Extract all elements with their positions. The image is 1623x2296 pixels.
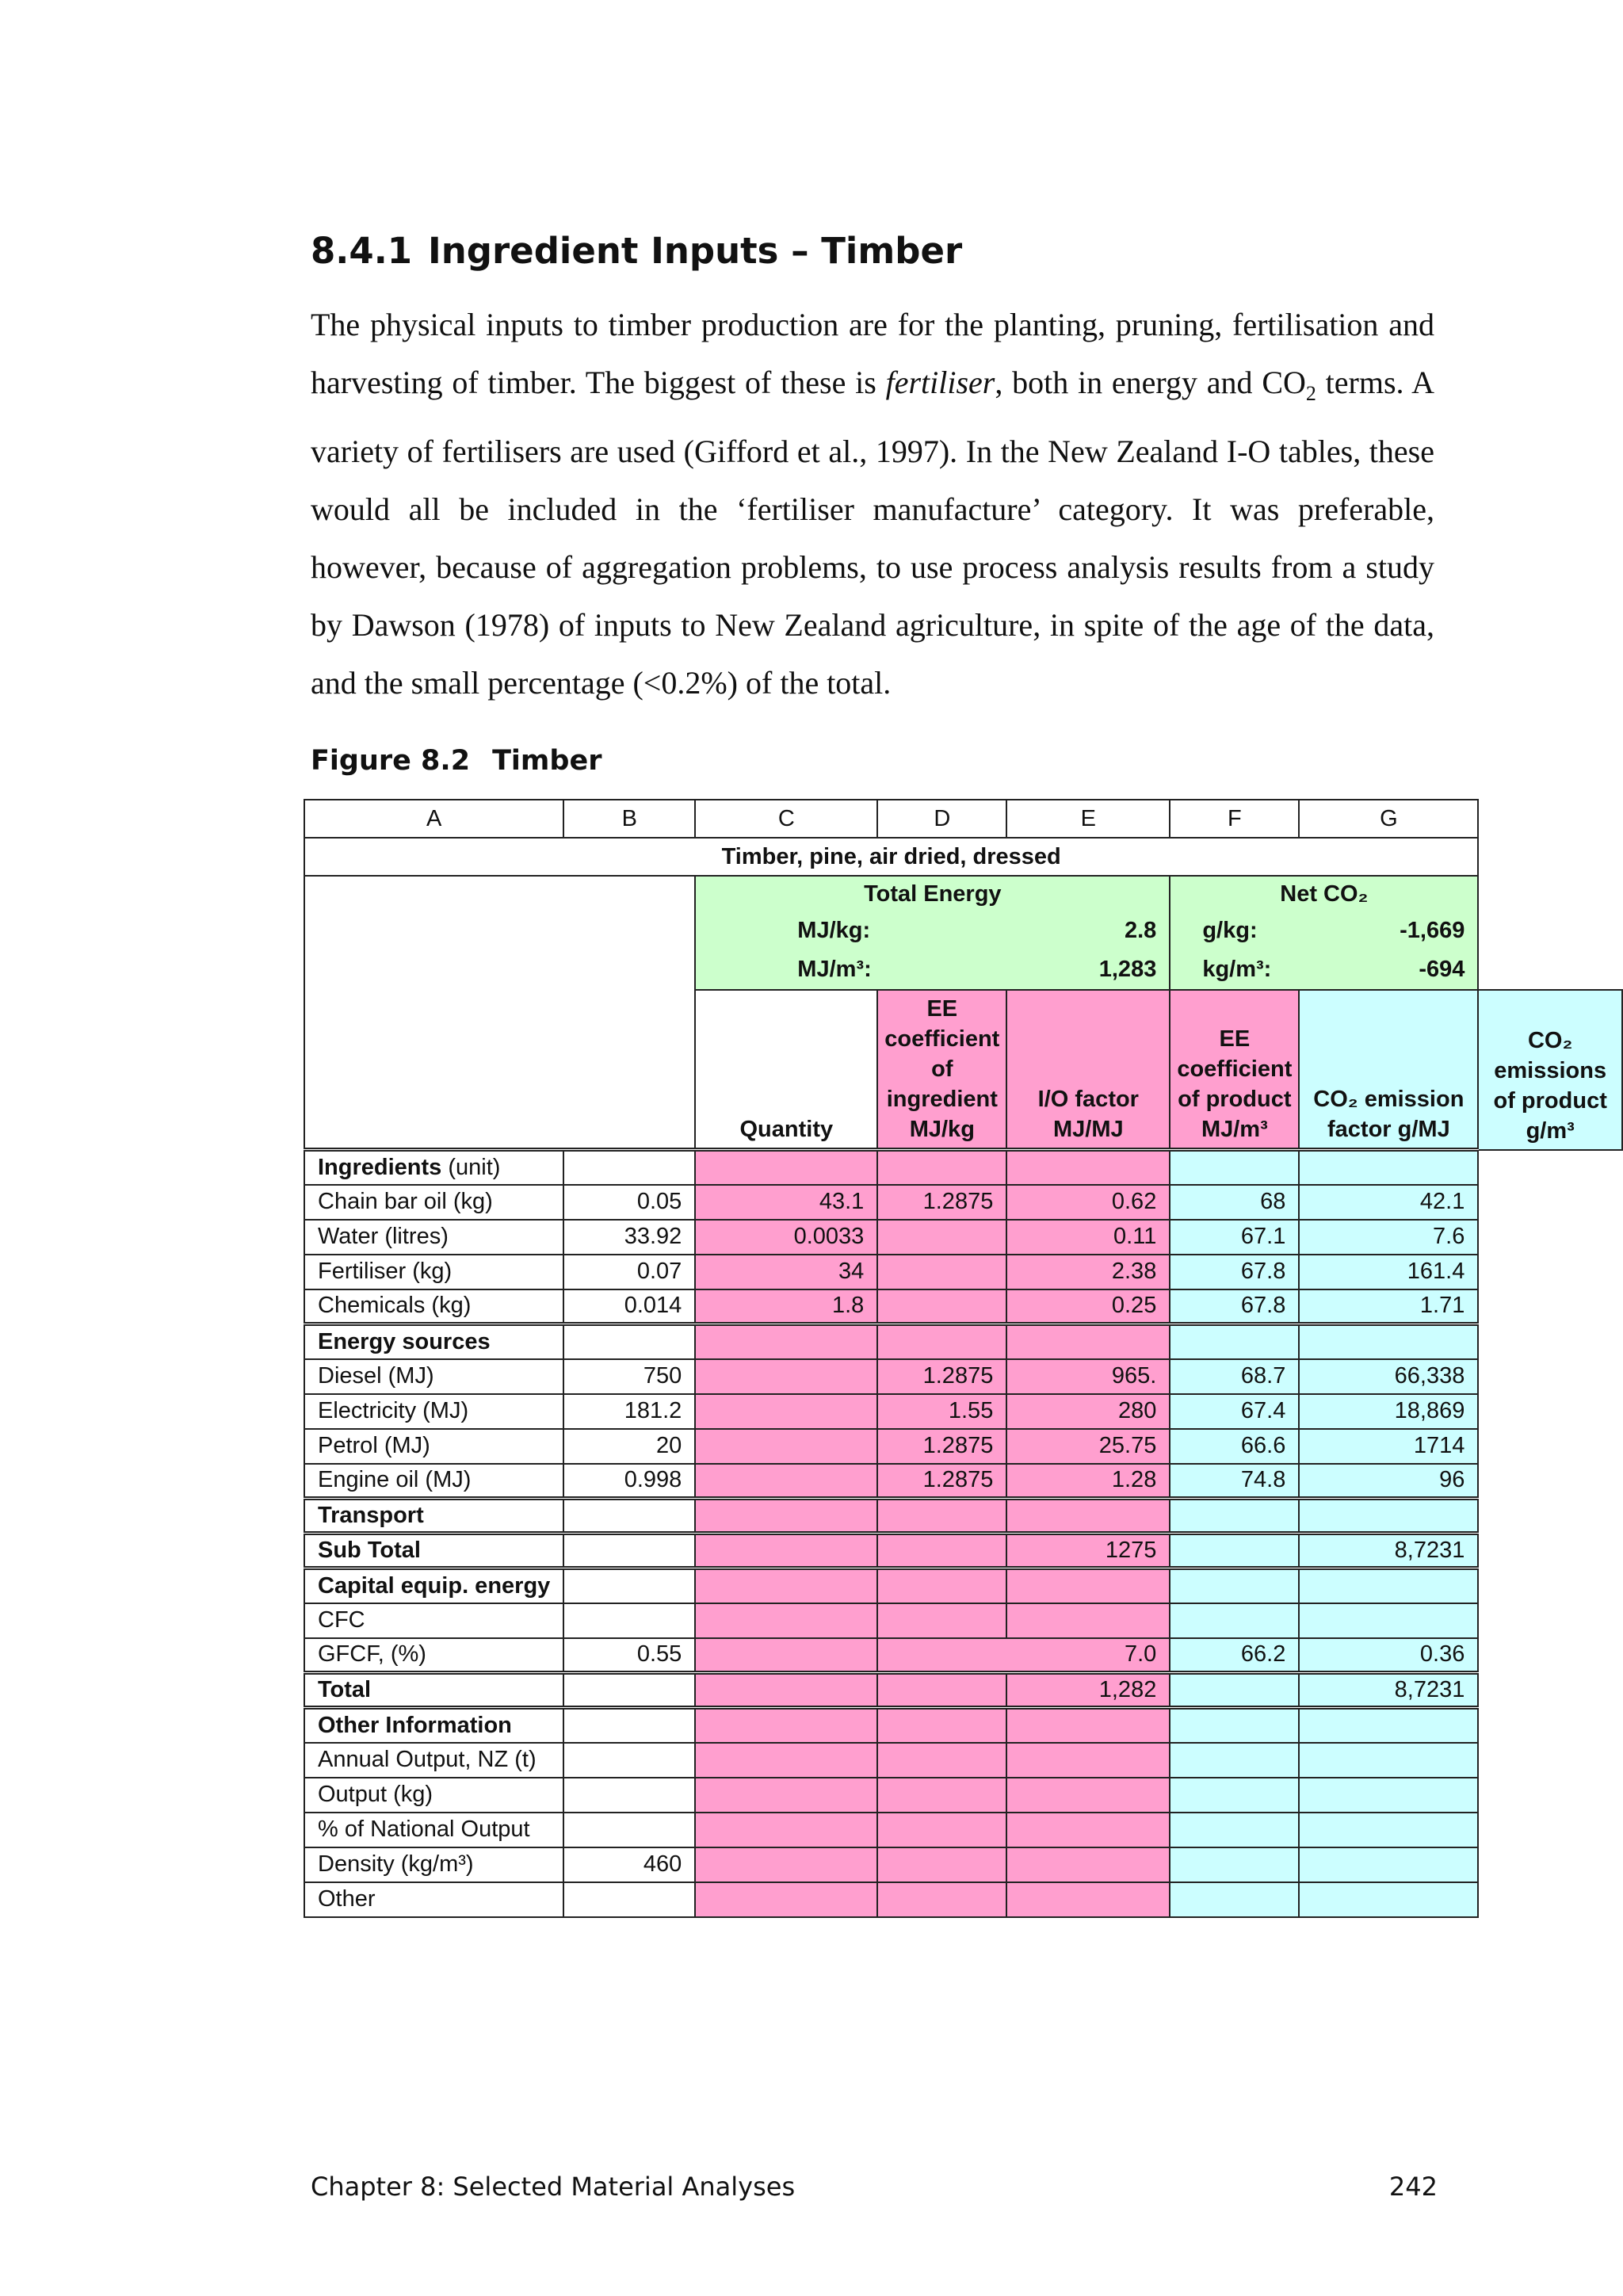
empty-cell [695, 1603, 877, 1638]
quantity-cell [563, 1743, 695, 1778]
section-heading [311, 230, 962, 272]
ee-product-cell: 0.62 [1006, 1185, 1170, 1220]
empty-cell [695, 1673, 877, 1708]
row-label: Fertiliser (kg) [304, 1255, 563, 1289]
empty-cell [695, 1708, 877, 1743]
quantity-header: Quantity [695, 990, 877, 1150]
empty-cell [1006, 1499, 1170, 1534]
quantity-cell: 0.014 [563, 1289, 695, 1324]
co2-factor-cell: 67.1 [1170, 1220, 1299, 1255]
quantity-cell: 0.55 [563, 1638, 695, 1673]
row-label: Electricity (MJ) [304, 1394, 563, 1429]
quantity-cell: 750 [563, 1359, 695, 1394]
section-label [304, 1708, 563, 1743]
row-label: % of National Output [304, 1813, 563, 1847]
table-row [304, 1255, 1622, 1289]
total-row [304, 1673, 1622, 1708]
empty-cell [695, 1534, 877, 1568]
io-factor-cell: 1.55 [877, 1394, 1006, 1429]
col-letter: C [695, 800, 877, 838]
mjm3-value: 1,283 [1098, 957, 1157, 982]
empty-cell [1006, 1743, 1170, 1778]
section-number: 8.4.1 [311, 230, 413, 272]
empty-cell [695, 1882, 877, 1917]
row-label: Other [304, 1882, 563, 1917]
col-letter: E [1006, 800, 1170, 838]
co2-factor-cell: 66.2 [1170, 1638, 1299, 1673]
table-row [304, 1289, 1622, 1324]
paragraph-emphasis: fertiliser [885, 365, 995, 400]
empty-cell [877, 1708, 1006, 1743]
empty-cell [1006, 1324, 1170, 1359]
total-energy-mjm3 [695, 950, 1170, 990]
io-factor-header: I/O factor MJ/MJ [1006, 990, 1170, 1150]
other-info-row [304, 1882, 1622, 1917]
subtotal-label: Sub Total [304, 1534, 563, 1568]
quantity-cell: 33.92 [563, 1220, 695, 1255]
ee-product-header: EE coefficient of product MJ/m³ [1170, 990, 1299, 1150]
table-row [304, 1464, 1622, 1499]
net-co2-kgm3 [1170, 950, 1478, 990]
empty-cell [695, 1150, 877, 1185]
other-info-row [304, 1847, 1622, 1882]
table-row [304, 1394, 1622, 1429]
blank-header-cell [304, 876, 695, 1150]
co2-factor-cell: 67.8 [1170, 1255, 1299, 1289]
section-label [304, 1150, 563, 1185]
row-label: GFCF, (%) [304, 1638, 563, 1673]
co2-product-cell: 1.71 [1299, 1289, 1478, 1324]
empty-cell [1299, 1743, 1478, 1778]
cfc-row [304, 1603, 1622, 1638]
empty-cell [1170, 1673, 1299, 1708]
qty-cell [563, 1568, 695, 1603]
col-letter: A [304, 800, 563, 838]
row-label: CFC [304, 1603, 563, 1638]
quantity-cell [563, 1882, 695, 1917]
empty-cell [877, 1882, 1006, 1917]
empty-cell [1006, 1813, 1170, 1847]
io-factor-cell: 1.2875 [877, 1464, 1006, 1499]
empty-cell [695, 1638, 877, 1673]
co2-product-cell: 7.6 [1299, 1220, 1478, 1255]
empty-cell [695, 1743, 877, 1778]
quantity-cell: 0.07 [563, 1255, 695, 1289]
col-letter: G [1299, 800, 1478, 838]
qty-cell [563, 1324, 695, 1359]
ee-ingredient-cell: 0.0033 [695, 1220, 877, 1255]
row-label: Water (litres) [304, 1220, 563, 1255]
empty-cell [1006, 1708, 1170, 1743]
empty-cell [1006, 1568, 1170, 1603]
section-header-row [304, 1568, 1622, 1603]
page-number: 242 [1388, 2172, 1438, 2202]
empty-cell [1006, 1150, 1170, 1185]
empty-cell [1006, 1603, 1170, 1638]
empty-cell [1299, 1778, 1478, 1813]
empty-cell [1170, 1499, 1299, 1534]
io-factor-cell: 1.2875 [877, 1429, 1006, 1464]
ee-product-cell: 7.0 [877, 1638, 1170, 1673]
gkg-value: -1,669 [1400, 917, 1465, 943]
ee-ingredient-header: EE coefficient of ingredient MJ/kg [877, 990, 1006, 1150]
timber-table [304, 799, 1623, 1918]
table-row [304, 1220, 1622, 1255]
col-letter: B [563, 800, 695, 838]
table-row [304, 1359, 1622, 1394]
other-info-row [304, 1743, 1622, 1778]
ee-ingredient-cell: 34 [695, 1255, 877, 1289]
empty-cell [1170, 1603, 1299, 1638]
empty-cell [877, 1499, 1006, 1534]
quantity-cell [563, 1813, 695, 1847]
co2-factor-cell: 68 [1170, 1185, 1299, 1220]
qty-cell [563, 1708, 695, 1743]
co2-factor-cell: 68.7 [1170, 1359, 1299, 1394]
ee-product-cell: 0.25 [1006, 1289, 1170, 1324]
empty-cell [1170, 1847, 1299, 1882]
paragraph-text-3: terms. A variety of fertilisers are used (Gifford et al., 1997). In the New Zealand I-O tables, these would all be included in the ‘fertiliser manufacture’ category. It was preferable, however, because of aggregation problems, to use process analysis results from a study by Dawson (1978) of inputs to New Zealand agriculture, in spite of the age of the data, and the small percentage (<0.2%) of the total. [311, 365, 1435, 701]
empty-cell [1170, 1882, 1299, 1917]
row-label: Chain bar oil (kg) [304, 1185, 563, 1220]
empty-cell [1299, 1708, 1478, 1743]
empty-cell [877, 1324, 1006, 1359]
row-label: Chemicals (kg) [304, 1289, 563, 1324]
paragraph-text-2: , both in energy and CO [995, 365, 1306, 400]
ee-ingredient-cell [695, 1359, 877, 1394]
empty-cell [695, 1813, 877, 1847]
gfcf-row [304, 1638, 1622, 1673]
empty-cell [877, 1743, 1006, 1778]
co2-product-cell: 1714 [1299, 1429, 1478, 1464]
subtotal-row [304, 1534, 1622, 1568]
ee-ingredient-cell: 43.1 [695, 1185, 877, 1220]
empty-cell [695, 1568, 877, 1603]
empty-cell [1299, 1813, 1478, 1847]
qty-cell [563, 1673, 695, 1708]
row-label: Diesel (MJ) [304, 1359, 563, 1394]
empty-cell [1170, 1708, 1299, 1743]
figure-caption [311, 745, 601, 777]
row-label: Annual Output, NZ (t) [304, 1743, 563, 1778]
empty-cell [877, 1603, 1006, 1638]
section-label-text: Transport [318, 1503, 424, 1528]
section-title: Ingredient Inputs – Timber [428, 230, 963, 272]
qty-cell [563, 1534, 695, 1568]
mjkg-label: MJ/kg: [797, 917, 871, 943]
section-label-suffix: (unit) [441, 1154, 501, 1180]
empty-cell [695, 1778, 877, 1813]
co2-product-cell: 96 [1299, 1464, 1478, 1499]
section-label-text: Ingredients [318, 1154, 442, 1180]
section-label-text: Energy sources [318, 1328, 491, 1354]
empty-cell [1006, 1882, 1170, 1917]
section-header-row [304, 1708, 1622, 1743]
ee-ingredient-cell: 1.8 [695, 1289, 877, 1324]
quantity-cell: 181.2 [563, 1394, 695, 1429]
empty-cell [877, 1847, 1006, 1882]
co2-product-cell: 161.4 [1299, 1255, 1478, 1289]
co2-product-cell: 18,869 [1299, 1394, 1478, 1429]
empty-cell [695, 1499, 877, 1534]
empty-cell [695, 1847, 877, 1882]
empty-cell [1170, 1778, 1299, 1813]
empty-cell [877, 1673, 1006, 1708]
subtotal-ee-product: 1275 [1006, 1534, 1170, 1568]
co2-factor-header: CO₂ emission factor g/MJ [1299, 990, 1478, 1150]
qty-cell [563, 1603, 695, 1638]
section-label [304, 1499, 563, 1534]
ee-ingredient-cell [695, 1394, 877, 1429]
empty-cell [877, 1778, 1006, 1813]
io-factor-cell [877, 1289, 1006, 1324]
quantity-cell [563, 1778, 695, 1813]
empty-cell [1170, 1568, 1299, 1603]
col-letter: F [1170, 800, 1299, 838]
paragraph-subscript: 2 [1305, 382, 1316, 405]
gkg-label: g/kg: [1202, 917, 1258, 943]
ee-ingredient-cell [695, 1464, 877, 1499]
co2-factor-cell: 67.8 [1170, 1289, 1299, 1324]
ee-product-cell: 965. [1006, 1359, 1170, 1394]
co2-product-cell: 66,338 [1299, 1359, 1478, 1394]
other-info-row [304, 1778, 1622, 1813]
total-energy-title: Total Energy [695, 876, 1170, 911]
co2-factor-cell: 74.8 [1170, 1464, 1299, 1499]
io-factor-cell [877, 1220, 1006, 1255]
ee-product-cell: 1.28 [1006, 1464, 1170, 1499]
column-letter-row [304, 800, 1622, 838]
mjkg-value: 2.8 [1125, 917, 1157, 943]
co2-factor-cell: 66.6 [1170, 1429, 1299, 1464]
empty-cell [1299, 1150, 1478, 1185]
other-info-row [304, 1813, 1622, 1847]
empty-cell [1170, 1150, 1299, 1185]
section-label [304, 1324, 563, 1359]
empty-cell [877, 1568, 1006, 1603]
section-label [304, 1568, 563, 1603]
empty-cell [877, 1534, 1006, 1568]
col-letter: D [877, 800, 1006, 838]
net-co2-gkg [1170, 911, 1478, 950]
quantity-cell: 0.998 [563, 1464, 695, 1499]
ee-product-cell: 280 [1006, 1394, 1170, 1429]
empty-cell [1299, 1882, 1478, 1917]
empty-cell [1299, 1499, 1478, 1534]
qty-cell [563, 1150, 695, 1185]
body-paragraph [311, 296, 1434, 712]
empty-cell [877, 1150, 1006, 1185]
net-co2-title: Net CO₂ [1170, 876, 1478, 911]
io-factor-cell: 1.2875 [877, 1185, 1006, 1220]
product-name: Timber, pine, air dried, dressed [304, 838, 1478, 876]
empty-cell [877, 1813, 1006, 1847]
co2-product-header: CO₂ emissions of product g/m³ [1478, 990, 1622, 1150]
section-header-row [304, 1324, 1622, 1359]
section-label-text: Other Information [318, 1712, 512, 1738]
empty-cell [1299, 1568, 1478, 1603]
empty-cell [1299, 1847, 1478, 1882]
kgm3-value: -694 [1419, 957, 1465, 982]
row-label: Density (kg/m³) [304, 1847, 563, 1882]
co2-product-cell: 42.1 [1299, 1185, 1478, 1220]
row-label: Petrol (MJ) [304, 1429, 563, 1464]
footer-chapter: Chapter 8: Selected Material Analyses [311, 2172, 796, 2202]
section-header-row [304, 1150, 1622, 1185]
empty-cell [1299, 1324, 1478, 1359]
summary-title-row [304, 876, 1622, 911]
co2-factor-cell: 67.4 [1170, 1394, 1299, 1429]
mjm3-label: MJ/m³: [797, 957, 872, 982]
ee-product-cell: 25.75 [1006, 1429, 1170, 1464]
ee-ingredient-cell [695, 1429, 877, 1464]
table-row [304, 1185, 1622, 1220]
empty-cell [1170, 1813, 1299, 1847]
total-energy-mjkg [695, 911, 1170, 950]
empty-cell [1299, 1603, 1478, 1638]
paragraph-text-1: The physical inputs to timber production are for the planting, pruning, fertilisation and harvesting of timber. The biggest of these is [311, 307, 1434, 400]
ee-product-cell: 0.11 [1006, 1220, 1170, 1255]
empty-cell [1006, 1778, 1170, 1813]
empty-cell [695, 1324, 877, 1359]
empty-cell [1170, 1324, 1299, 1359]
kgm3-label: kg/m³: [1202, 957, 1272, 982]
table-row [304, 1429, 1622, 1464]
figure-title: Timber [492, 745, 602, 777]
total-label: Total [304, 1673, 563, 1708]
row-label: Output (kg) [304, 1778, 563, 1813]
quantity-cell: 20 [563, 1429, 695, 1464]
section-header-row [304, 1499, 1622, 1534]
qty-cell [563, 1499, 695, 1534]
quantity-cell: 0.05 [563, 1185, 695, 1220]
figure-number: Figure 8.2 [311, 745, 471, 777]
total-ee-product: 1,282 [1006, 1673, 1170, 1708]
empty-cell [1006, 1847, 1170, 1882]
subtotal-co2-product: 8,7231 [1299, 1534, 1478, 1568]
empty-cell [1170, 1534, 1299, 1568]
section-label-text: Capital equip. energy [318, 1572, 551, 1599]
io-factor-cell [877, 1255, 1006, 1289]
empty-cell [1170, 1743, 1299, 1778]
total-co2-product: 8,7231 [1299, 1673, 1478, 1708]
ee-product-cell: 2.38 [1006, 1255, 1170, 1289]
row-label: Engine oil (MJ) [304, 1464, 563, 1499]
co2-product-cell: 0.36 [1299, 1638, 1478, 1673]
io-factor-cell: 1.2875 [877, 1359, 1006, 1394]
quantity-cell: 460 [563, 1847, 695, 1882]
product-row [304, 838, 1622, 876]
